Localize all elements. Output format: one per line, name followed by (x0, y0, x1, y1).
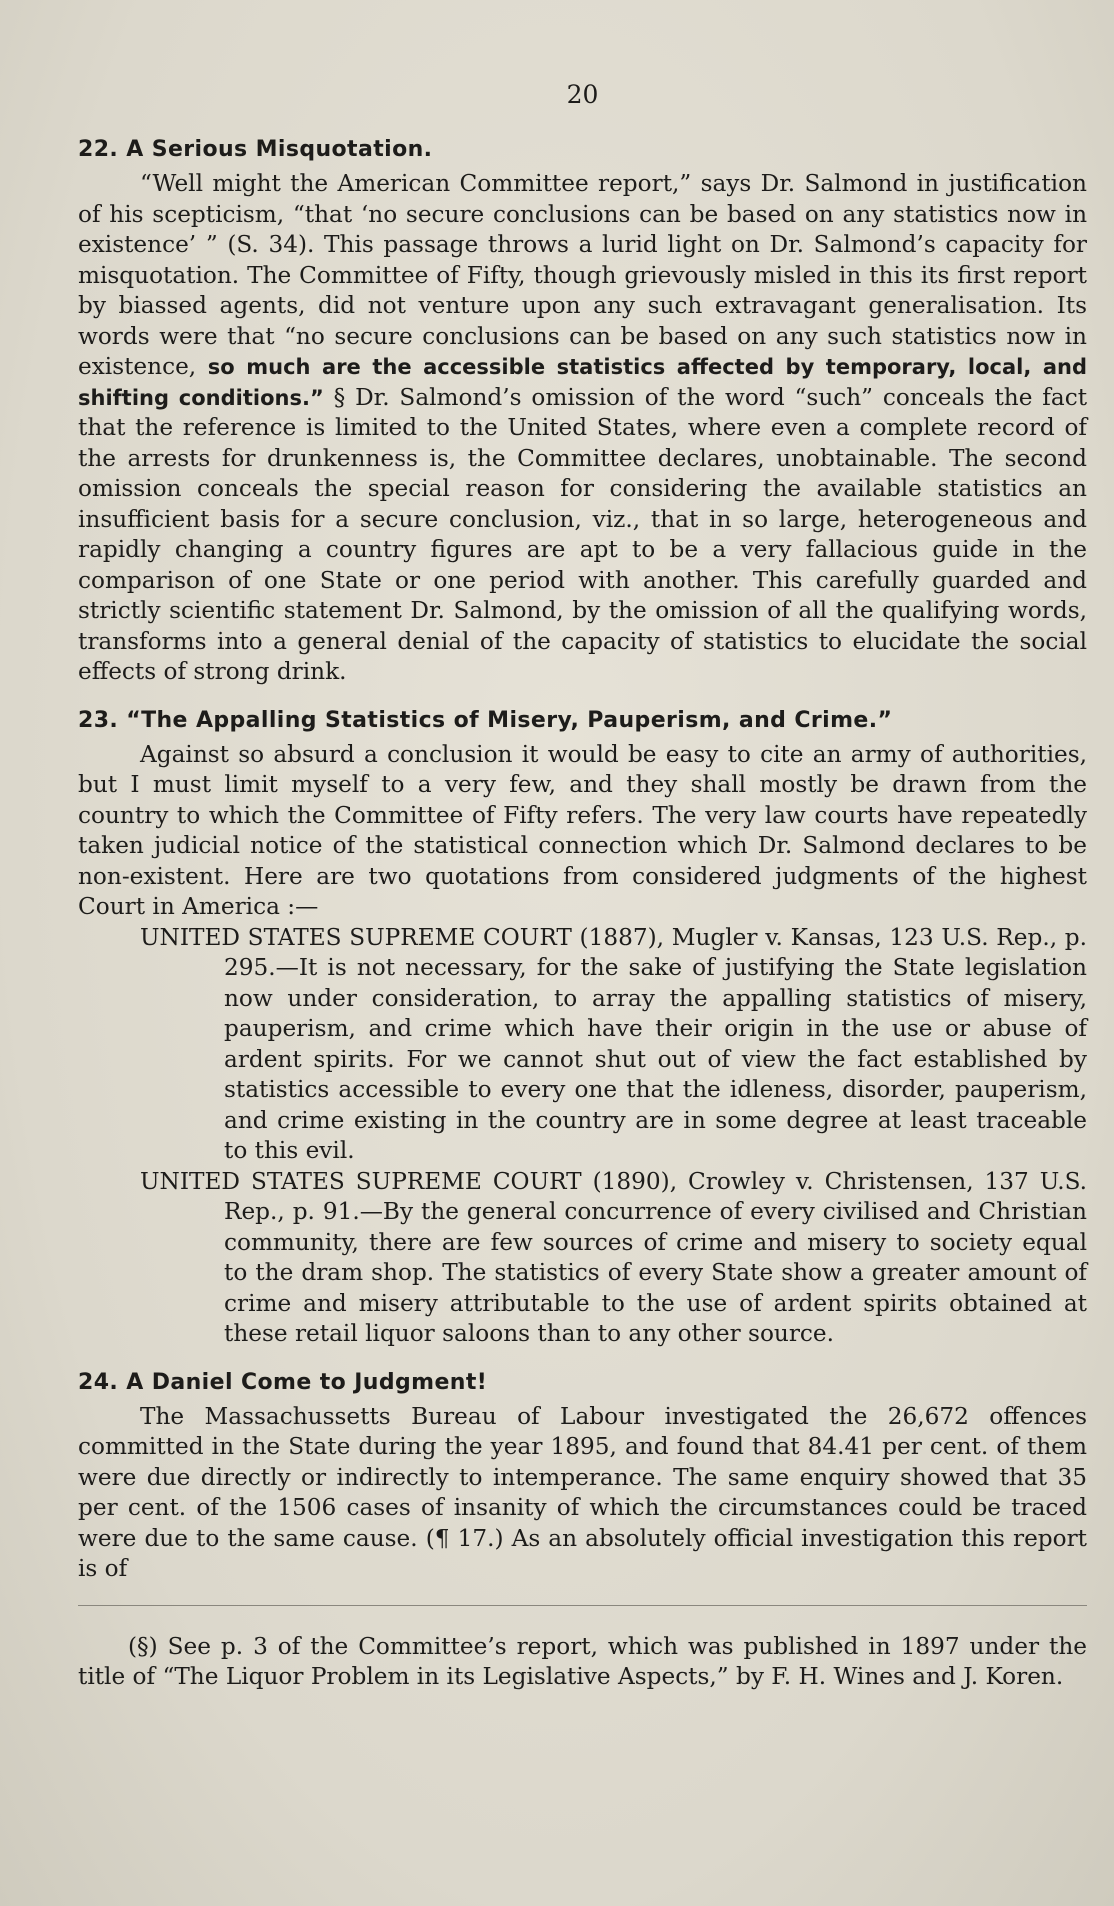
section-paragraph: The Massachussetts Bureau of Labour investigated the 26,672 offences committed in the State during the year 1895, and found that 84.41 per cent. of them were due directly or indirectly to intemperance. The same enquiry showed that 35 per cent. of the 1506 cases of insanity of which the circumstances could be traced were due to the same cause. (¶ 17.) As an absolutely official investigation this report is of (78, 1402, 1087, 1582)
section-paragraph (78, 169, 1087, 688)
section-heading: 23. “The Appalling Statistics of Misery, Pauperism, and Crime.” (78, 707, 893, 733)
section-24 (78, 1370, 1087, 1585)
section-heading: 24. A Daniel Come to Judgment! (78, 1369, 488, 1395)
section-heading: 22. A Serious Misquotation. (78, 137, 433, 162)
court-quotation: UNITED STATES SUPREME COURT (1887), Mugler v. Kansas, 123 U.S. Rep., p. 295.—It is not necessary, for the sake of justifying the State legislation now under consideration, to array the appalling statistics of misery, pauperism, and crime which have their origin in the use or abuse of ardent spirits. For we cannot shut out of view the fact established by statistics accessible to every one that the idleness, disorder, pauperism, and crime existing in the country are in some degree at least traceable to this evil. (140, 923, 1087, 1164)
paragraph-text: “Well might the American Committee report,” says Dr. Salmond in justification of his scepticism, “that ‘no secure conclusions can be based on any statistics now in existence’ ” (S. 34). This passage throws a lurid light on Dr. Salmond’s capacity for misquotation. The Committee of Fifty, though grievously misled in this its first report by biassed agents, did not venture upon any such extravagant generalisation. Its words were that “no secure conclusions can be based on any such statistics now in existence, (78, 170, 1087, 380)
paragraph-text: § Dr. Salmond’s omission of the word “such” conceals the fact that the reference is limited to the United States, where even a complete record of the arrests for drunkenness is, the Committee declares, unobtainable. The second omission conceals the special reason for considering the available statistics an insufficient basis for a secure conclusion, viz., that in so large, heterogeneous and rapidly changing a country figures are apt to be a very fallacious guide in the comparison of one State or one period with another. This carefully guarded and strictly scientific statement Dr. Salmond, by the omission of all the qualifying words, transforms into a general denial of the capacity of statistics to elucidate the social effects of strong drink. (78, 383, 1088, 685)
section-22 (78, 137, 1087, 688)
page-number: 20 (566, 80, 599, 109)
footnote: (§) See p. 3 of the Committee’s report, which was published in 1897 under the title of “The Liquor Problem in its Legislative Aspects,” by F. H. Wines and J. Koren. (78, 1632, 1087, 1690)
section-23 (78, 708, 1087, 1350)
section-paragraph: Against so absurd a conclusion it would be easy to cite an army of authorities, but I must limit myself to a very few, and they shall mostly be drawn from the country to which the Committee of Fifty refers. The very law courts have repeatedly taken judicial notice of the statistical connection which Dr. Salmond declares to be non-existent. Here are two quotations from considered judgments of the highest Court in America :— (78, 740, 1087, 920)
court-quotation: UNITED STATES SUPREME COURT (1890), Crowley v. Christensen, 137 U.S. Rep., p. 91.—By the general concurrence of every civilised and Christian community, there are few sources of crime and misery to society equal to the dram shop. The statistics of every State show a greater amount of crime and misery attributable to the use of ardent spirits obtained at these retail liquor saloons than to any other source. (140, 1167, 1087, 1347)
footnote-divider (78, 1605, 1087, 1606)
paragraph-bold-text: so much are the accessible statistics affected by temporary, local, and shifting conditions.” (78, 355, 1087, 410)
